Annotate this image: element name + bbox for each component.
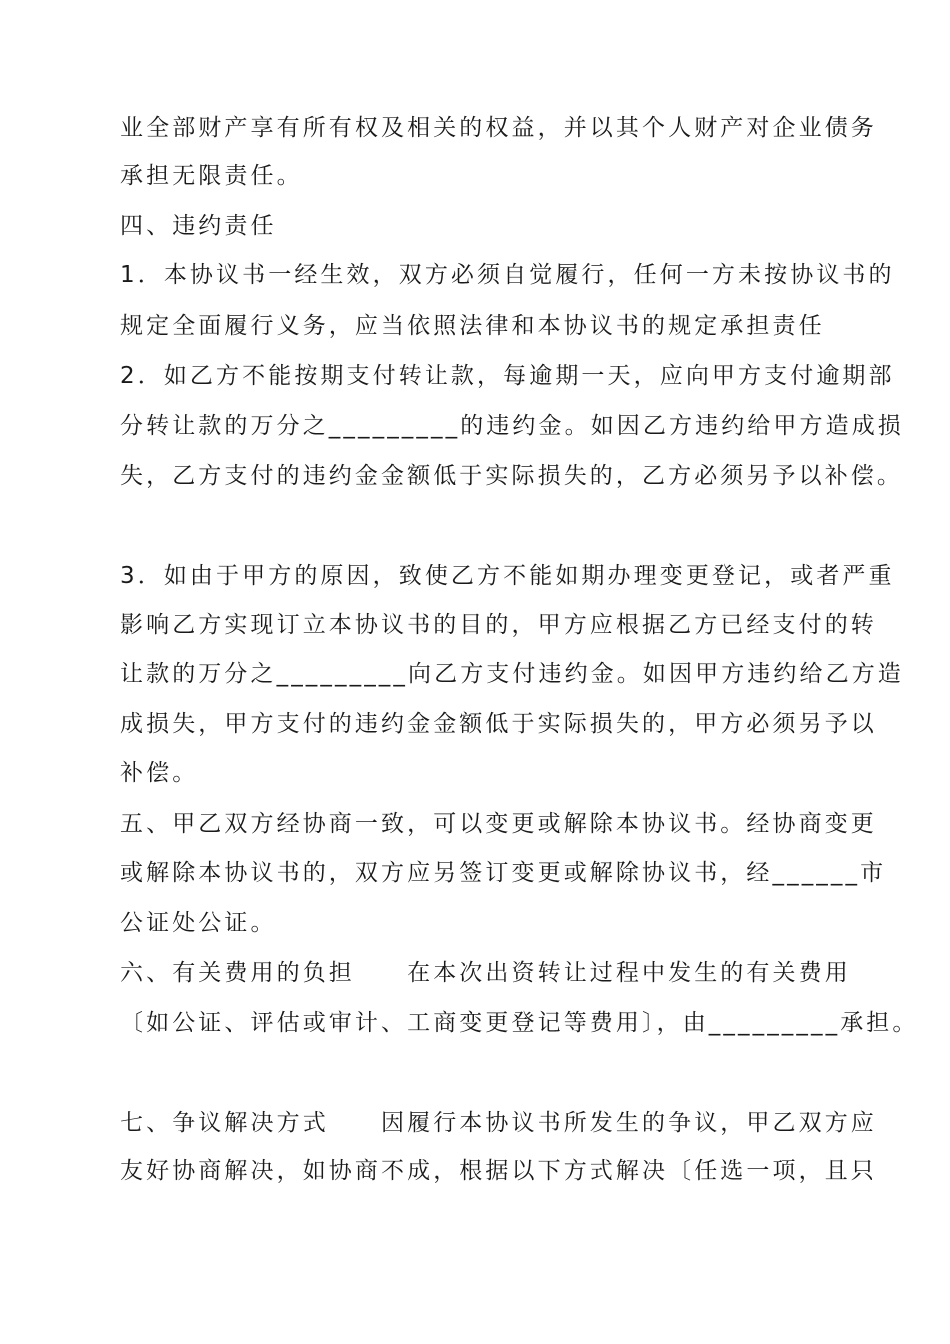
text-line: 成损失，甲方支付的违约金金额低于实际损失的，甲方必须另予以 xyxy=(120,711,877,737)
text-line: 〔如公证、评估或审计、工商变更登记等费用〕，由_________承担。 xyxy=(120,1010,919,1036)
text-line: 业全部财产享有所有权及相关的权益，并以其个人财产对企业债务 xyxy=(120,115,877,141)
text-line: 七、争议解决方式 因履行本协议书所发生的争议，甲乙双方应 xyxy=(120,1110,877,1136)
text-line: 让款的万分之_________向乙方支付违约金。如因甲方违约给乙方造 xyxy=(120,661,904,687)
text-line: 五、甲乙双方经协商一致，可以变更或解除本协议书。经协商变更 xyxy=(120,811,877,837)
text-line: 分转让款的万分之_________的违约金。如因乙方违约给甲方造成损 xyxy=(120,413,904,439)
text-line: 六、有关费用的负担 在本次出资转让过程中发生的有关费用 xyxy=(120,960,851,986)
text-line: 承担无限责任。 xyxy=(120,163,303,189)
text-line: 或解除本协议书的，双方应另签订变更或解除协议书，经______市 xyxy=(120,860,887,886)
text-line: 1．本协议书一经生效，双方必须自觉履行，任何一方未按协议书的 xyxy=(120,262,895,288)
text-line: 规定全面履行义务，应当依照法律和本协议书的规定承担责任 xyxy=(120,313,825,339)
text-line: 失，乙方支付的违约金金额低于实际损失的，乙方必须另予以补偿。 xyxy=(120,463,903,489)
text-line: 影响乙方实现订立本协议书的目的，甲方应根据乙方已经支付的转 xyxy=(120,612,877,638)
text-line: 公证处公证。 xyxy=(120,910,277,936)
text-line: 3．如由于甲方的原因，致使乙方不能如期办理变更登记，或者严重 xyxy=(120,563,895,589)
text-line: 2．如乙方不能按期支付转让款，每逾期一天，应向甲方支付逾期部 xyxy=(120,363,895,389)
text-line: 补偿。 xyxy=(120,760,199,786)
text-line: 友好协商解决，如协商不成，根据以下方式解决〔任选一项，且只 xyxy=(120,1158,877,1184)
section-heading: 四、违约责任 xyxy=(120,213,277,239)
